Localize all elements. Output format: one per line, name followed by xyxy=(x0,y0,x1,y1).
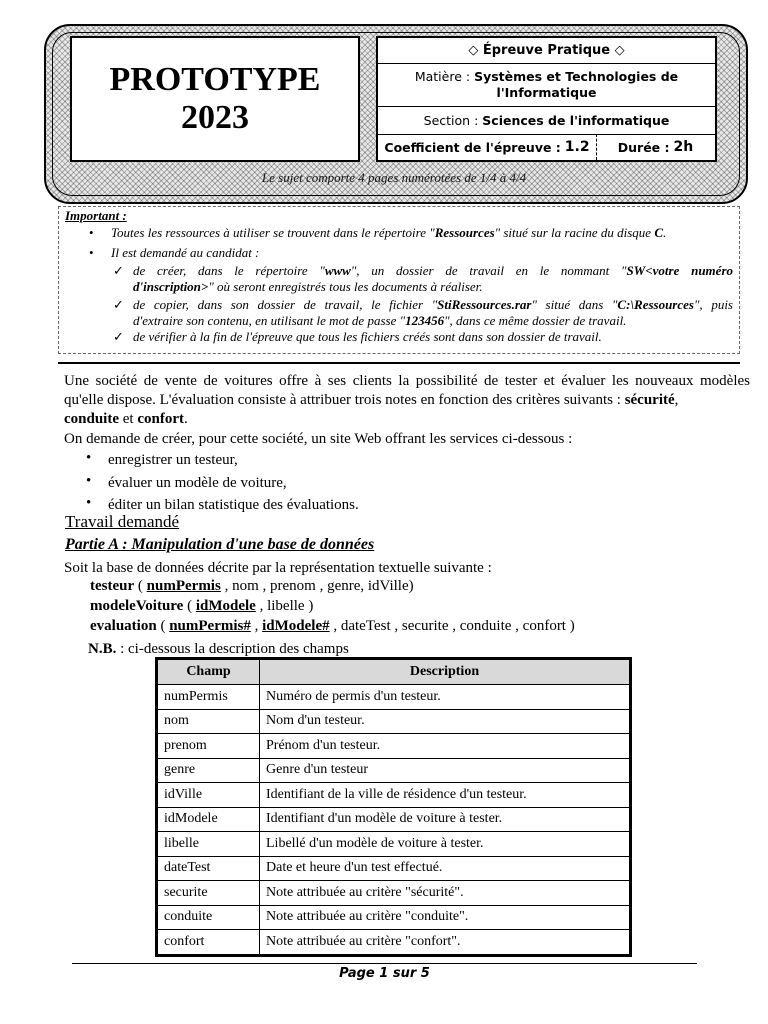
table-row xyxy=(158,734,630,759)
matiere-row xyxy=(378,63,715,107)
service-item: enregistrer un testeur, xyxy=(108,452,238,468)
bullet-icon: • xyxy=(89,225,94,240)
schema-evaluation: evaluation ( numPermis# , idModele# , dateTest , securite , conduite , confort ) xyxy=(90,618,575,634)
field-name: numPermis xyxy=(158,685,260,710)
field-name: confort xyxy=(158,930,260,955)
duree-label: Durée : xyxy=(617,139,670,155)
important-sub-3: de vérifier à la fin de l'épreuve que tous les fichiers créés sont dans son dossier de travail. xyxy=(133,329,602,344)
travail-heading: Travail demandé xyxy=(65,512,180,531)
intro-line-2: qu'elle dispose. L'évaluation consiste à attribuer trois notes en fonction des critères suivants : sécurité, xyxy=(64,392,679,408)
field-name: genre xyxy=(158,758,260,783)
service-item: évaluer un modèle de voiture, xyxy=(108,475,287,491)
bullet-icon: • xyxy=(89,245,94,260)
important-sub-1-line2: d'inscription>" où seront enregistrés tous les documents à réaliser. xyxy=(133,279,483,294)
field-description: Numéro de permis d'un testeur. xyxy=(260,685,630,710)
checkmark-icon: ✓ xyxy=(113,329,124,344)
checkmark-icon: ✓ xyxy=(113,263,124,278)
important-item-1: Toutes les ressources à utiliser se trouvent dans le répertoire "Ressources" situé sur la racine du disque C. xyxy=(111,225,667,240)
field-name: libelle xyxy=(158,832,260,857)
exam-info-box xyxy=(376,36,717,162)
exam-title-box xyxy=(70,36,360,162)
important-item-2: Il est demandé au candidat : xyxy=(111,245,260,260)
col-header-champ: Champ xyxy=(158,660,260,685)
field-description: Genre d'un testeur xyxy=(260,758,630,783)
fields-table xyxy=(157,659,630,955)
epreuve-type: ◇ Épreuve Pratique ◇ xyxy=(378,38,715,64)
field-description: Note attribuée au critère "confort". xyxy=(260,930,630,955)
table-row xyxy=(158,685,630,710)
intro-line-3: conduite et confort. xyxy=(64,411,188,427)
matiere-label: Matière : xyxy=(414,68,471,84)
schema-intro: Soit la base de données décrite par la représentation textuelle suivante : xyxy=(64,560,492,576)
table-row xyxy=(158,930,630,955)
table-row xyxy=(158,905,630,930)
important-box xyxy=(58,206,740,354)
field-description: Identifiant de la ville de résidence d'un testeur. xyxy=(260,783,630,808)
field-description: Note attribuée au critère "sécurité". xyxy=(260,881,630,906)
field-description: Identifiant d'un modèle de voiture à tester. xyxy=(260,807,630,832)
col-header-description: Description xyxy=(260,660,630,685)
table-row xyxy=(158,856,630,881)
table-header-row xyxy=(158,660,630,685)
partie-a-heading: Partie A : Manipulation d'une base de données xyxy=(65,536,375,553)
field-description: Note attribuée au critère "conduite". xyxy=(260,905,630,930)
checkmark-icon: ✓ xyxy=(113,297,124,312)
schema-modele: modeleVoiture ( idModele , libelle ) xyxy=(90,598,314,614)
field-name: nom xyxy=(158,709,260,734)
field-name: prenom xyxy=(158,734,260,759)
important-sub-2-line1: de copier, dans son dossier de travail, le fichier "StiRessources.rar" situé dans "C:\Ressources", puis xyxy=(133,297,733,312)
service-item: éditer un bilan statistique des évaluations. xyxy=(108,497,359,513)
important-sub-2-line2: d'extraire son contenu, en utilisant le mot de passe "123456", dans ce même dossier de travail. xyxy=(133,313,627,328)
field-description: Prénom d'un testeur. xyxy=(260,734,630,759)
field-name: idVille xyxy=(158,783,260,808)
duree-value: 2h xyxy=(673,139,694,155)
section-row xyxy=(378,106,715,135)
coef-duree-row xyxy=(378,134,715,160)
field-description: Date et heure d'un test effectué. xyxy=(260,856,630,881)
field-name: dateTest xyxy=(158,856,260,881)
table-row xyxy=(158,709,630,734)
coef-label: Coefficient de l'épreuve : xyxy=(384,139,561,155)
table-row xyxy=(158,881,630,906)
exam-year: 2023 xyxy=(181,99,249,136)
field-description: Libellé d'un modèle de voiture à tester. xyxy=(260,832,630,857)
bullet-icon: • xyxy=(86,495,92,511)
section-value: Sciences de l'informatique xyxy=(482,112,670,128)
table-row xyxy=(158,807,630,832)
matiere-value: Systèmes et Technologies de l'Informatique xyxy=(474,68,679,100)
pages-note: Le sujet comporte 4 pages numérotées de 1/4 à 4/4 xyxy=(261,170,527,185)
intro-line-1: Une société de vente de voitures offre à ses clients la possibilité de tester et évaluer les nouveaux modèles xyxy=(64,373,750,389)
table-row xyxy=(158,832,630,857)
table-row xyxy=(158,758,630,783)
field-name: idModele xyxy=(158,807,260,832)
field-name: conduite xyxy=(158,905,260,930)
nb-note: N.B. : ci-dessous la description des champs xyxy=(88,641,349,657)
important-title: Important : xyxy=(65,208,127,223)
table-row xyxy=(158,783,630,808)
schema-testeur: testeur ( numPermis , nom , prenom , genre, idVille) xyxy=(90,578,414,594)
bullet-icon: • xyxy=(86,450,92,466)
intro-line-4: On demande de créer, pour cette société, un site Web offrant les services ci-dessous : xyxy=(64,431,573,447)
bullet-icon: • xyxy=(86,473,92,489)
field-name: securite xyxy=(158,881,260,906)
important-sub-1-line1: de créer, dans le répertoire "www", un dossier de travail en le nommant "SW<votre numéro xyxy=(133,263,733,278)
page-number: Page 1 sur 5 xyxy=(339,966,430,981)
exam-title: PROTOTYPE xyxy=(109,61,321,98)
section-label: Section : xyxy=(423,112,479,128)
footer-divider xyxy=(72,963,697,964)
field-description: Nom d'un testeur. xyxy=(260,709,630,734)
section-divider xyxy=(58,362,740,364)
coef-value: 1.2 xyxy=(564,139,590,155)
